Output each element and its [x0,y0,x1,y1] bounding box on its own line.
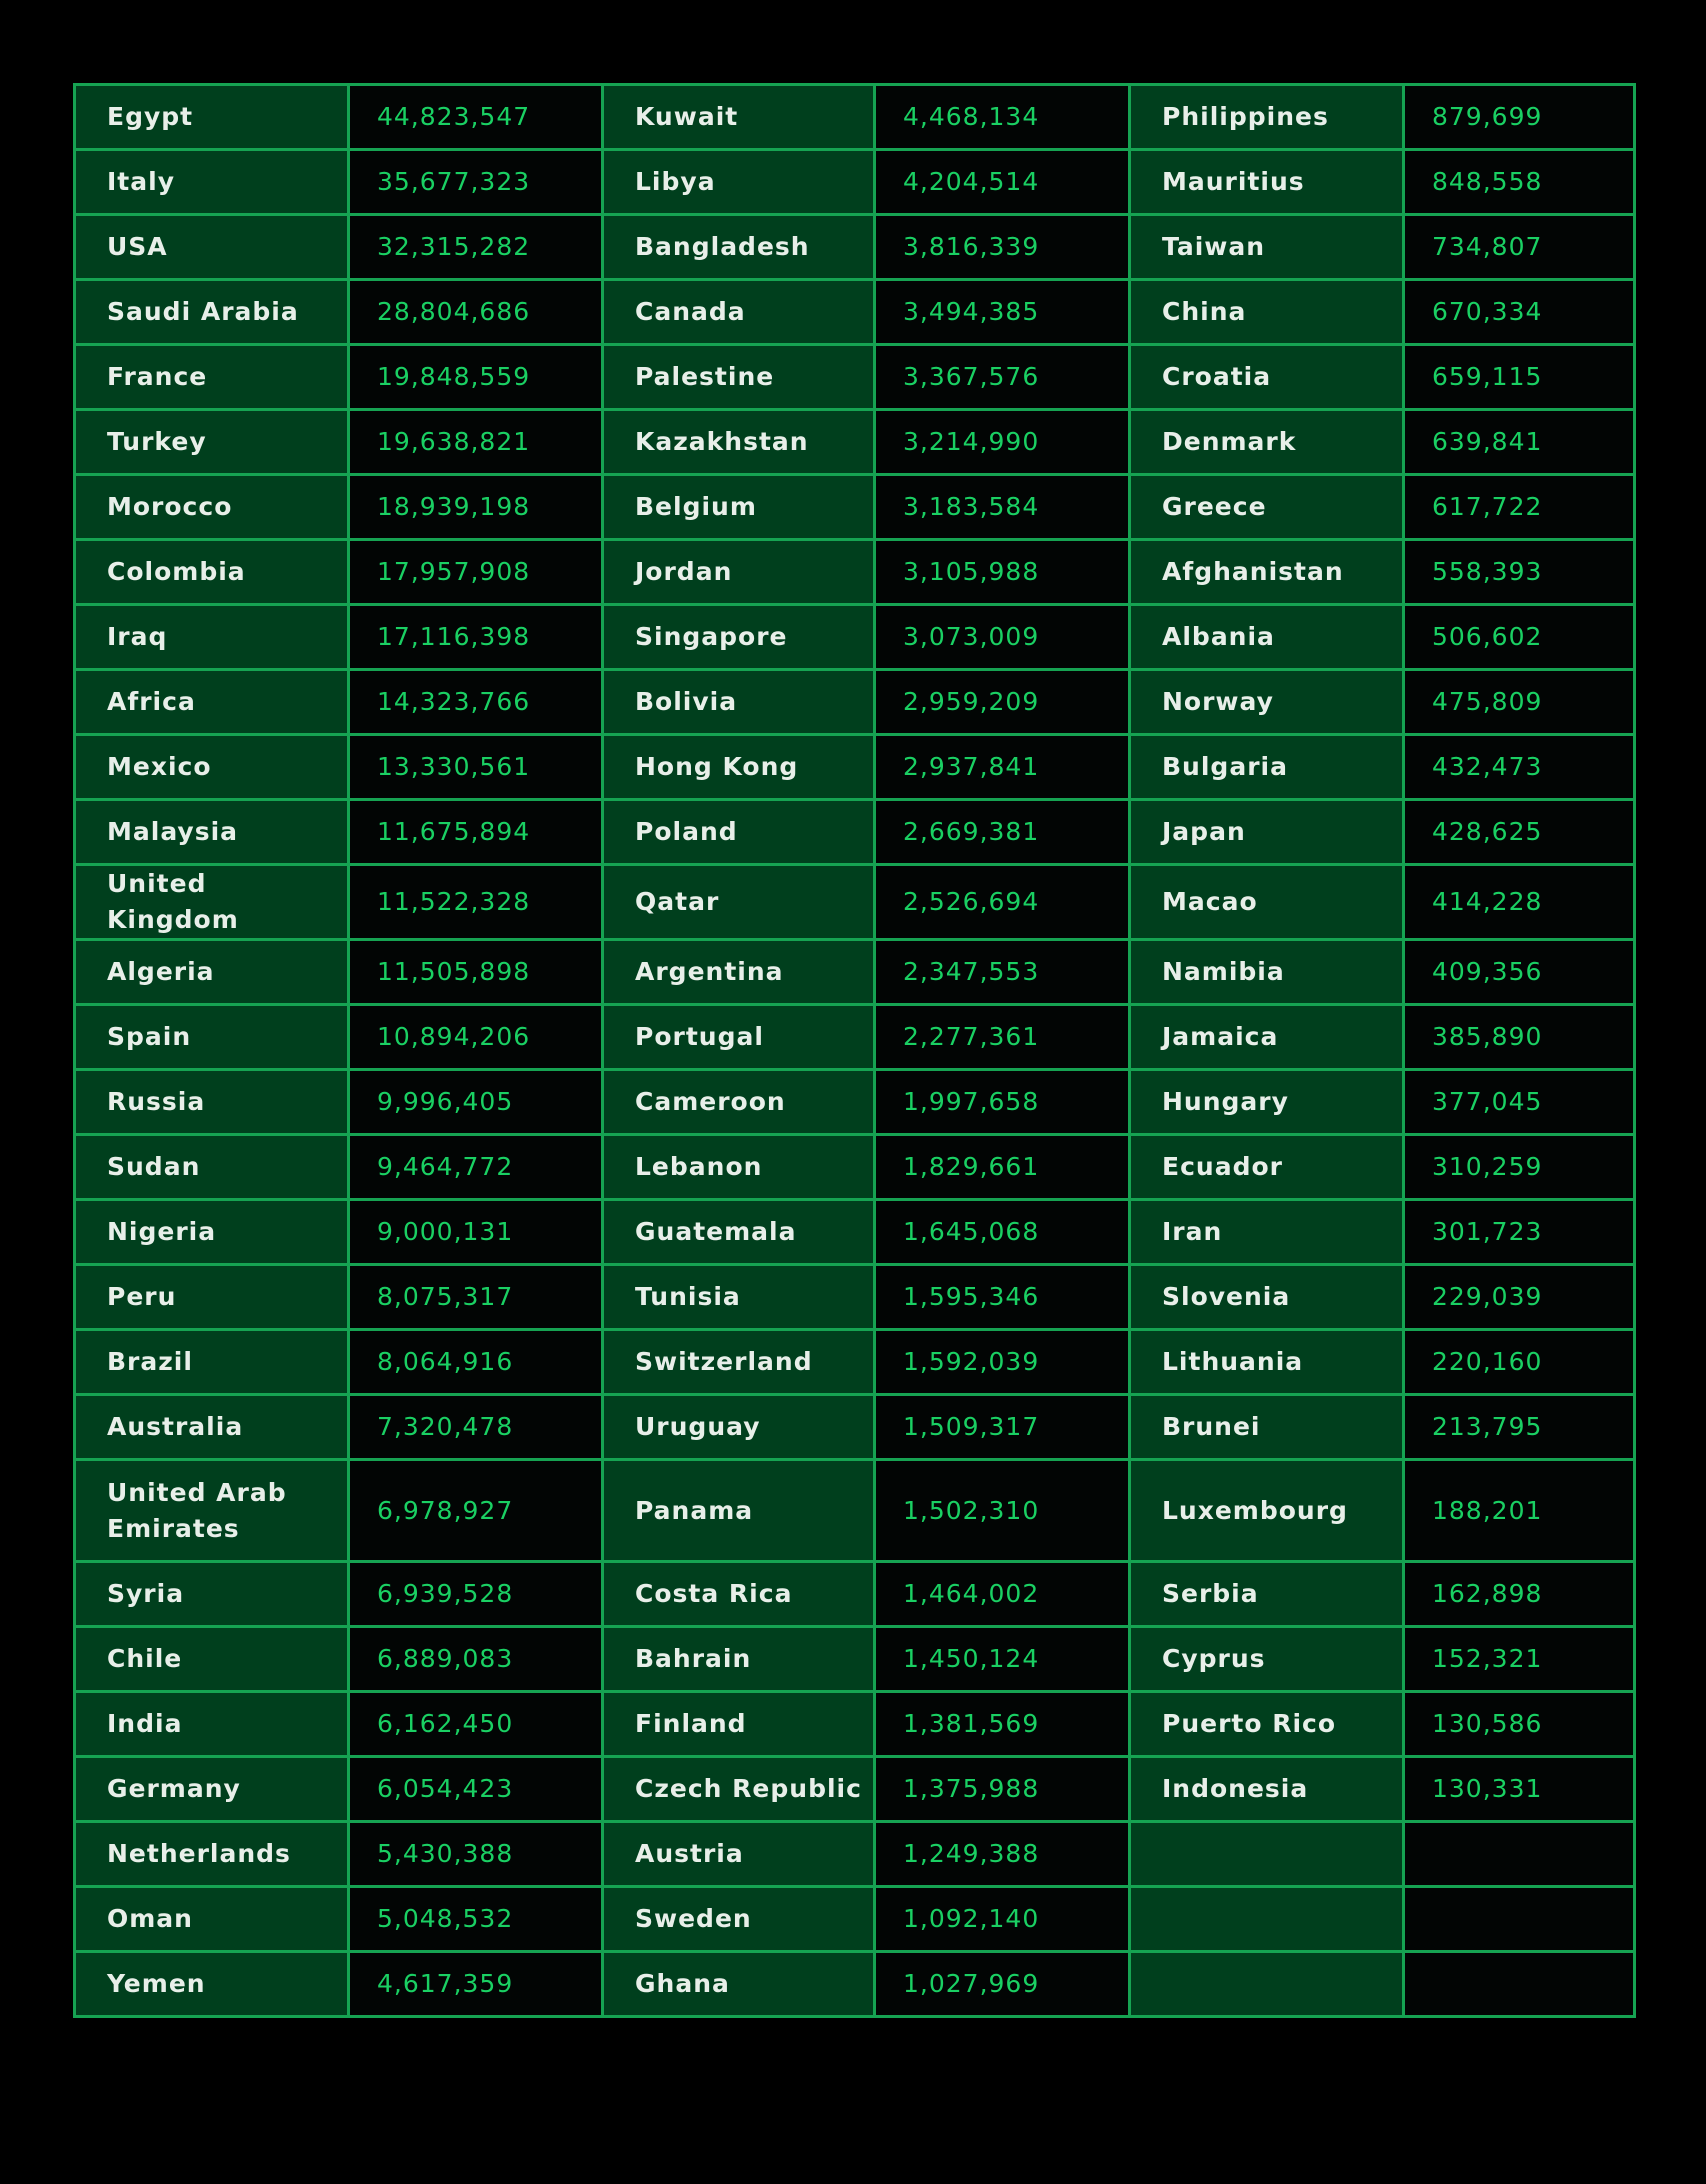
country-value-cell: 9,996,405 [349,1070,603,1135]
country-name-cell: Kuwait [603,85,875,150]
country-name-cell [1130,1952,1404,2017]
country-value-cell: 475,809 [1404,670,1635,735]
country-value-cell: 6,889,083 [349,1627,603,1692]
country-value-cell [1404,1822,1635,1887]
country-name-cell: Denmark [1130,410,1404,475]
country-name-cell: Qatar [603,865,875,940]
country-name-cell: India [75,1692,349,1757]
country-name-cell: Africa [75,670,349,735]
country-value-table-container [73,83,1633,2018]
country-value-cell: 10,894,206 [349,1005,603,1070]
country-value-cell: 9,000,131 [349,1200,603,1265]
country-value-cell: 7,320,478 [349,1395,603,1460]
country-value-cell: 2,277,361 [875,1005,1130,1070]
country-name-cell: Uruguay [603,1395,875,1460]
country-value-cell: 13,330,561 [349,735,603,800]
country-name-cell [1130,1887,1404,1952]
country-value-cell: 130,331 [1404,1757,1635,1822]
table-body [75,85,1635,2017]
table-row [75,1952,1635,2017]
table-row [75,605,1635,670]
country-name-cell: Portugal [603,1005,875,1070]
country-value-cell: 4,204,514 [875,150,1130,215]
country-value-cell: 11,675,894 [349,800,603,865]
country-name-cell: Malaysia [75,800,349,865]
country-name-cell: Bolivia [603,670,875,735]
country-value-cell: 428,625 [1404,800,1635,865]
table-row [75,800,1635,865]
country-name-cell: Czech Republic [603,1757,875,1822]
country-value-cell: 1,502,310 [875,1460,1130,1562]
country-name-cell: Greece [1130,475,1404,540]
table-row [75,215,1635,280]
country-value-cell: 506,602 [1404,605,1635,670]
country-name-cell: Morocco [75,475,349,540]
country-name-cell: Austria [603,1822,875,1887]
country-name-cell: Singapore [603,605,875,670]
table-row [75,1562,1635,1627]
table-row [75,540,1635,605]
country-name-cell: United Arab Emirates [75,1460,349,1562]
country-value-cell: 3,183,584 [875,475,1130,540]
country-name-cell: Lebanon [603,1135,875,1200]
country-value-cell: 2,526,694 [875,865,1130,940]
country-name-cell: Germany [75,1757,349,1822]
country-name-cell: Syria [75,1562,349,1627]
country-value-cell: 409,356 [1404,940,1635,1005]
country-value-table [73,83,1636,2018]
country-value-cell: 734,807 [1404,215,1635,280]
country-value-cell: 377,045 [1404,1070,1635,1135]
table-row [75,345,1635,410]
country-value-cell: 6,939,528 [349,1562,603,1627]
table-row [75,670,1635,735]
country-name-cell: Cyprus [1130,1627,1404,1692]
country-name-cell: Netherlands [75,1822,349,1887]
country-value-cell: 670,334 [1404,280,1635,345]
country-value-cell: 1,509,317 [875,1395,1130,1460]
country-value-cell: 213,795 [1404,1395,1635,1460]
country-name-cell: Palestine [603,345,875,410]
country-name-cell: Kazakhstan [603,410,875,475]
country-name-cell: Algeria [75,940,349,1005]
table-row [75,1330,1635,1395]
country-value-cell: 432,473 [1404,735,1635,800]
country-value-cell: 617,722 [1404,475,1635,540]
country-name-cell: Libya [603,150,875,215]
country-name-cell: Bangladesh [603,215,875,280]
country-name-cell: USA [75,215,349,280]
country-name-cell: Hungary [1130,1070,1404,1135]
country-name-cell: Poland [603,800,875,865]
country-value-cell: 1,381,569 [875,1692,1130,1757]
country-name-cell: Russia [75,1070,349,1135]
table-row [75,85,1635,150]
table-row [75,1887,1635,1952]
table-row [75,1135,1635,1200]
country-value-cell: 3,073,009 [875,605,1130,670]
table-row [75,1005,1635,1070]
country-name-cell: Afghanistan [1130,540,1404,605]
country-name-cell: Spain [75,1005,349,1070]
country-name-cell: Brazil [75,1330,349,1395]
table-row [75,940,1635,1005]
country-value-cell: 6,978,927 [349,1460,603,1562]
table-row [75,475,1635,540]
country-value-cell: 44,823,547 [349,85,603,150]
country-value-cell: 8,075,317 [349,1265,603,1330]
country-value-cell: 385,890 [1404,1005,1635,1070]
country-name-cell: Slovenia [1130,1265,1404,1330]
country-name-cell: Saudi Arabia [75,280,349,345]
country-value-cell: 558,393 [1404,540,1635,605]
country-name-cell: Namibia [1130,940,1404,1005]
table-row [75,1692,1635,1757]
country-value-cell: 1,249,388 [875,1822,1130,1887]
country-name-cell: Brunei [1130,1395,1404,1460]
country-name-cell: Turkey [75,410,349,475]
country-name-cell: Italy [75,150,349,215]
table-row [75,1200,1635,1265]
country-name-cell: Taiwan [1130,215,1404,280]
country-value-cell: 14,323,766 [349,670,603,735]
country-value-cell: 639,841 [1404,410,1635,475]
country-name-cell: Indonesia [1130,1757,1404,1822]
country-value-cell: 1,092,140 [875,1887,1130,1952]
country-name-cell: Australia [75,1395,349,1460]
country-name-cell: Colombia [75,540,349,605]
table-row [75,410,1635,475]
country-name-cell: Bahrain [603,1627,875,1692]
country-value-cell: 130,586 [1404,1692,1635,1757]
table-row [75,1460,1635,1562]
country-name-cell: Yemen [75,1952,349,2017]
country-value-cell: 1,027,969 [875,1952,1130,2017]
country-value-cell: 162,898 [1404,1562,1635,1627]
country-value-cell: 2,347,553 [875,940,1130,1005]
country-value-cell: 6,054,423 [349,1757,603,1822]
country-value-cell: 4,468,134 [875,85,1130,150]
country-value-cell: 2,959,209 [875,670,1130,735]
country-value-cell: 1,997,658 [875,1070,1130,1135]
table-row [75,1757,1635,1822]
country-name-cell: Tunisia [603,1265,875,1330]
country-name-cell: United Kingdom [75,865,349,940]
table-row [75,1627,1635,1692]
country-value-cell: 414,228 [1404,865,1635,940]
country-value-cell: 4,617,359 [349,1952,603,2017]
country-value-cell: 32,315,282 [349,215,603,280]
country-name-cell: Luxembourg [1130,1460,1404,1562]
country-name-cell: Iraq [75,605,349,670]
country-value-cell: 18,939,198 [349,475,603,540]
table-row [75,735,1635,800]
country-name-cell: Canada [603,280,875,345]
country-value-cell [1404,1887,1635,1952]
country-name-cell: Norway [1130,670,1404,735]
country-value-cell: 848,558 [1404,150,1635,215]
country-name-cell: Guatemala [603,1200,875,1265]
country-value-cell: 6,162,450 [349,1692,603,1757]
country-name-cell: Macao [1130,865,1404,940]
country-value-cell: 1,375,988 [875,1757,1130,1822]
country-name-cell: Sudan [75,1135,349,1200]
country-name-cell: Peru [75,1265,349,1330]
table-row [75,1070,1635,1135]
country-name-cell: Puerto Rico [1130,1692,1404,1757]
country-name-cell: Finland [603,1692,875,1757]
country-value-cell: 1,595,346 [875,1265,1130,1330]
country-value-cell: 5,048,532 [349,1887,603,1952]
country-value-cell: 879,699 [1404,85,1635,150]
country-value-cell: 1,829,661 [875,1135,1130,1200]
country-value-cell: 3,105,988 [875,540,1130,605]
country-name-cell: Japan [1130,800,1404,865]
table-row [75,280,1635,345]
country-name-cell: Mexico [75,735,349,800]
country-name-cell: Hong Kong [603,735,875,800]
country-name-cell: Nigeria [75,1200,349,1265]
country-value-cell: 310,259 [1404,1135,1635,1200]
country-value-cell: 19,638,821 [349,410,603,475]
country-name-cell: Lithuania [1130,1330,1404,1395]
country-name-cell: Jordan [603,540,875,605]
country-name-cell: Argentina [603,940,875,1005]
table-row [75,1822,1635,1887]
country-value-cell: 220,160 [1404,1330,1635,1395]
country-value-cell: 35,677,323 [349,150,603,215]
table-row [75,1265,1635,1330]
country-value-cell: 3,494,385 [875,280,1130,345]
country-value-cell: 17,957,908 [349,540,603,605]
country-name-cell: France [75,345,349,410]
country-name-cell: Cameroon [603,1070,875,1135]
country-value-cell: 2,937,841 [875,735,1130,800]
table-row [75,1395,1635,1460]
country-value-cell: 188,201 [1404,1460,1635,1562]
country-value-cell: 229,039 [1404,1265,1635,1330]
country-name-cell: Philippines [1130,85,1404,150]
country-name-cell: Ecuador [1130,1135,1404,1200]
country-name-cell: Bulgaria [1130,735,1404,800]
country-name-cell: Panama [603,1460,875,1562]
country-name-cell: Oman [75,1887,349,1952]
country-value-cell: 659,115 [1404,345,1635,410]
country-value-cell: 1,592,039 [875,1330,1130,1395]
country-name-cell: Belgium [603,475,875,540]
country-name-cell: Sweden [603,1887,875,1952]
country-value-cell: 3,367,576 [875,345,1130,410]
country-value-cell: 2,669,381 [875,800,1130,865]
country-value-cell: 11,505,898 [349,940,603,1005]
country-value-cell: 3,214,990 [875,410,1130,475]
table-row [75,150,1635,215]
country-name-cell: Croatia [1130,345,1404,410]
country-value-cell: 11,522,328 [349,865,603,940]
country-value-cell: 9,464,772 [349,1135,603,1200]
country-name-cell: Chile [75,1627,349,1692]
country-name-cell: Switzerland [603,1330,875,1395]
country-value-cell: 301,723 [1404,1200,1635,1265]
country-name-cell: Ghana [603,1952,875,2017]
country-value-cell [1404,1952,1635,2017]
country-value-cell: 19,848,559 [349,345,603,410]
country-name-cell: Iran [1130,1200,1404,1265]
country-value-cell: 152,321 [1404,1627,1635,1692]
country-value-cell: 3,816,339 [875,215,1130,280]
country-name-cell: Mauritius [1130,150,1404,215]
country-name-cell: Egypt [75,85,349,150]
country-value-cell: 8,064,916 [349,1330,603,1395]
country-value-cell: 5,430,388 [349,1822,603,1887]
country-name-cell: China [1130,280,1404,345]
country-name-cell: Costa Rica [603,1562,875,1627]
country-name-cell: Albania [1130,605,1404,670]
country-value-cell: 28,804,686 [349,280,603,345]
country-value-cell: 1,645,068 [875,1200,1130,1265]
country-name-cell: Serbia [1130,1562,1404,1627]
country-name-cell: Jamaica [1130,1005,1404,1070]
country-name-cell [1130,1822,1404,1887]
country-value-cell: 1,450,124 [875,1627,1130,1692]
table-row [75,865,1635,940]
country-value-cell: 1,464,002 [875,1562,1130,1627]
country-value-cell: 17,116,398 [349,605,603,670]
